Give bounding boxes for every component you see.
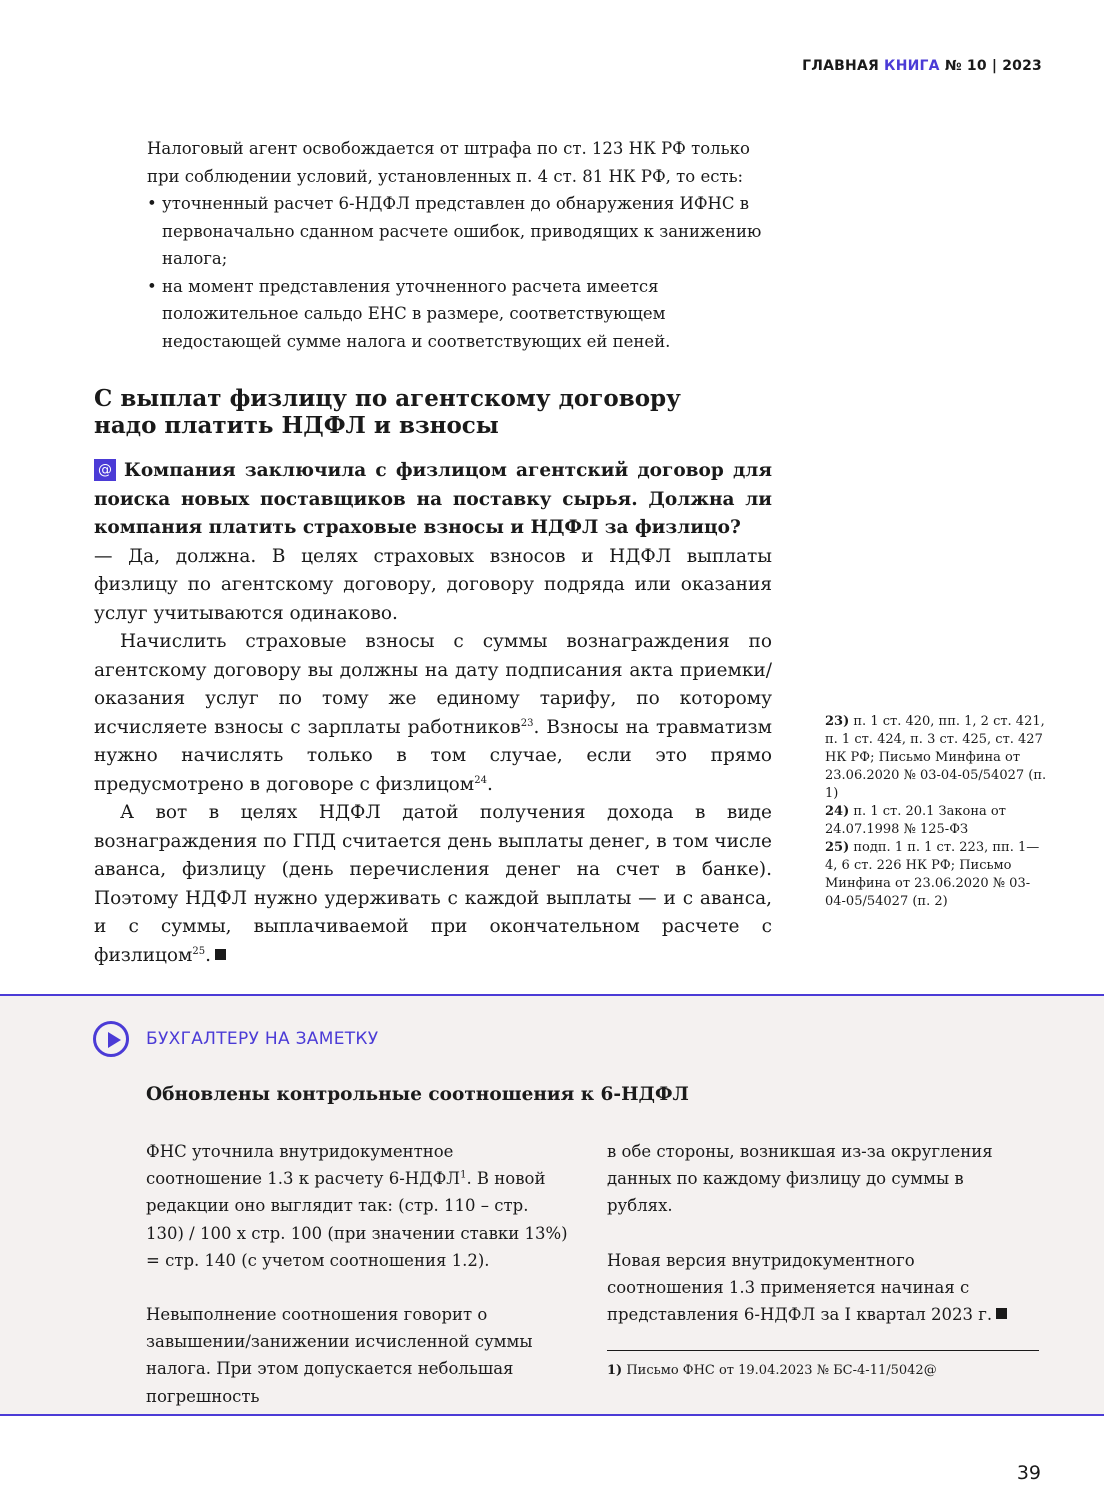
list-item-text: уточненный расчет 6-НДФЛ представлен до обнаружения ИФНС в первоначально сданном расчете ошибок, приводящих к занижению налога; (162, 194, 762, 268)
callout-title: Обновлены контрольные соотношения к 6-НДФЛ (146, 1084, 689, 1105)
article-body (94, 457, 772, 970)
end-square-icon (996, 1308, 1007, 1319)
callout-paragraph (607, 1247, 1032, 1329)
bullet-icon: • (147, 194, 157, 213)
footnote-item (825, 803, 1050, 839)
footnote-text: Письмо ФНС от 19.04.2023 № БС-4-11/5042@ (626, 1363, 937, 1378)
footnote-text: подп. 1 п. 1 ст. 223, пп. 1—4, 6 ст. 226 НК РФ; Письмо Минфина от 23.06.2020 № 03-04-05/54027 (п. 2) (825, 840, 1040, 909)
callout-column-left (146, 1138, 571, 1437)
page-number: 39 (1016, 1462, 1041, 1484)
footnote-number: 23) (825, 714, 850, 729)
footnote-divider (607, 1350, 1039, 1351)
paragraph-text: . (486, 773, 493, 795)
header-magazine-name-accent: КНИГА (884, 58, 940, 74)
running-header (802, 58, 1042, 74)
footnote-item (825, 713, 1050, 803)
sidebar-footnotes (825, 713, 1050, 911)
header-magazine-name: ГЛАВНАЯ (802, 58, 879, 74)
header-issue: № 10 | 2023 (944, 58, 1042, 74)
paragraph-text: А вот в целях НДФЛ датой получения дохода в виде вознаграждения по ГПД считается день выплаты денег, в том числе аванса, физлицу (день перечисления денег на счет в банке). Поэтому НДФЛ нужно удерживать с каждой выплаты — и с аванса, и с суммы, выплачиваемой при окончательном расчете с физлицом (94, 802, 772, 966)
footnote-ref-25[interactable]: 25 (192, 945, 206, 957)
footnote-number: 1) (607, 1363, 623, 1378)
paragraph-contributions (94, 628, 772, 799)
paragraph-text: . В новой редакции оно выглядит так: (стр. 110 – стр. 130) / 100 х стр. 100 (при значении ставки 13%) = стр. 140 (с учетом соотношения 1.2). (146, 1169, 568, 1270)
callout-paragraph: в обе стороны, возникшая из-за округления данных по каждому физлицу до суммы в рублях. (607, 1142, 993, 1216)
footnote-text: п. 1 ст. 20.1 Закона от 24.07.1998 № 125-ФЗ (825, 804, 1006, 837)
paragraph-text: . (205, 944, 212, 966)
footnote-number: 24) (825, 804, 850, 819)
paragraph-text: ФНС уточнила внутридокументное соотношение 1.3 к расчету 6-НДФЛ (146, 1142, 461, 1189)
end-square-icon (215, 949, 226, 960)
list-item (147, 190, 767, 273)
callout-column-right (607, 1138, 1032, 1355)
paragraph-text: . Взносы на травматизм нужно начислять только в том случае, если это прямо предусмотрено в договоре с физлицом (94, 716, 773, 795)
paragraph-text: Новая версия внутридокументного соотношения 1.3 применяется начиная с представления 6-НДФЛ за I квартал 2023 г. (607, 1250, 993, 1325)
callout-footnote (607, 1363, 937, 1378)
intro-lead: Налоговый агент освобождается от штрафа по ст. 123 НК РФ только при соблюдении условий, установленных п. 4 ст. 81 НК РФ, то есть: (147, 139, 750, 186)
callout-label: БУХГАЛТЕРУ НА ЗАМЕТКУ (146, 1029, 379, 1049)
list-item-text: на момент представления уточненного расчета имеется положительное сальдо ЕНС в размере, соответствующем недостающей сумме налога и соответствующих ей пеней. (162, 276, 671, 351)
footnote-number: 25) (825, 840, 850, 855)
callout-paragraph (146, 1138, 571, 1274)
article-title: С выплат физлицу по агентскому договору надо платить НДФЛ и взносы (94, 385, 681, 439)
reader-question (94, 457, 772, 543)
callout-paragraph: Невыполнение соотношения говорит о завышении/занижении исчисленной суммы налога. При этом допускается небольшая погрешность (146, 1305, 533, 1406)
paragraph-ndfl (94, 799, 772, 970)
answer-paragraph: — Да, должна. В целях страховых взносов и НДФЛ выплаты физлицу по агентскому договору, договору подряда или оказания услуг учитываются одинаково. (94, 545, 772, 624)
footnote-ref-23[interactable]: 23 (520, 717, 534, 729)
bullet-icon: • (147, 276, 157, 296)
paragraph-text: Начислить страховые взносы с суммы вознаграждения по агентскому договору вы должны на дату подписания акта приемки/оказания услуг по тому же единому тарифу, по которому исчисляете взносы с зарплаты работников (94, 631, 772, 738)
intro-bullet-list (147, 190, 767, 355)
list-item (147, 273, 767, 356)
footnote-ref-24[interactable]: 24 (474, 774, 487, 786)
footnote-ref-1[interactable]: 1 (460, 1169, 467, 1181)
footnote-item (825, 839, 1050, 911)
intro-block (147, 135, 767, 355)
question-text: Компания заключила с физлицом агентский договор для поиска новых поставщиков на поставку сырья. Должна ли компания платить страховые взносы и НДФЛ за физлицо? (94, 460, 772, 538)
footnote-text: п. 1 ст. 420, пп. 1, 2 ст. 421, п. 1 ст. 424, п. 3 ст. 425, ст. 427 НК РФ; Письмо Минфина от 23.06.2020 № 03-04-05/54027 (п. 1) (825, 714, 1047, 801)
play-icon (93, 1021, 129, 1057)
accountant-note-box (0, 994, 1104, 1416)
at-sign-icon: @ (94, 459, 116, 481)
